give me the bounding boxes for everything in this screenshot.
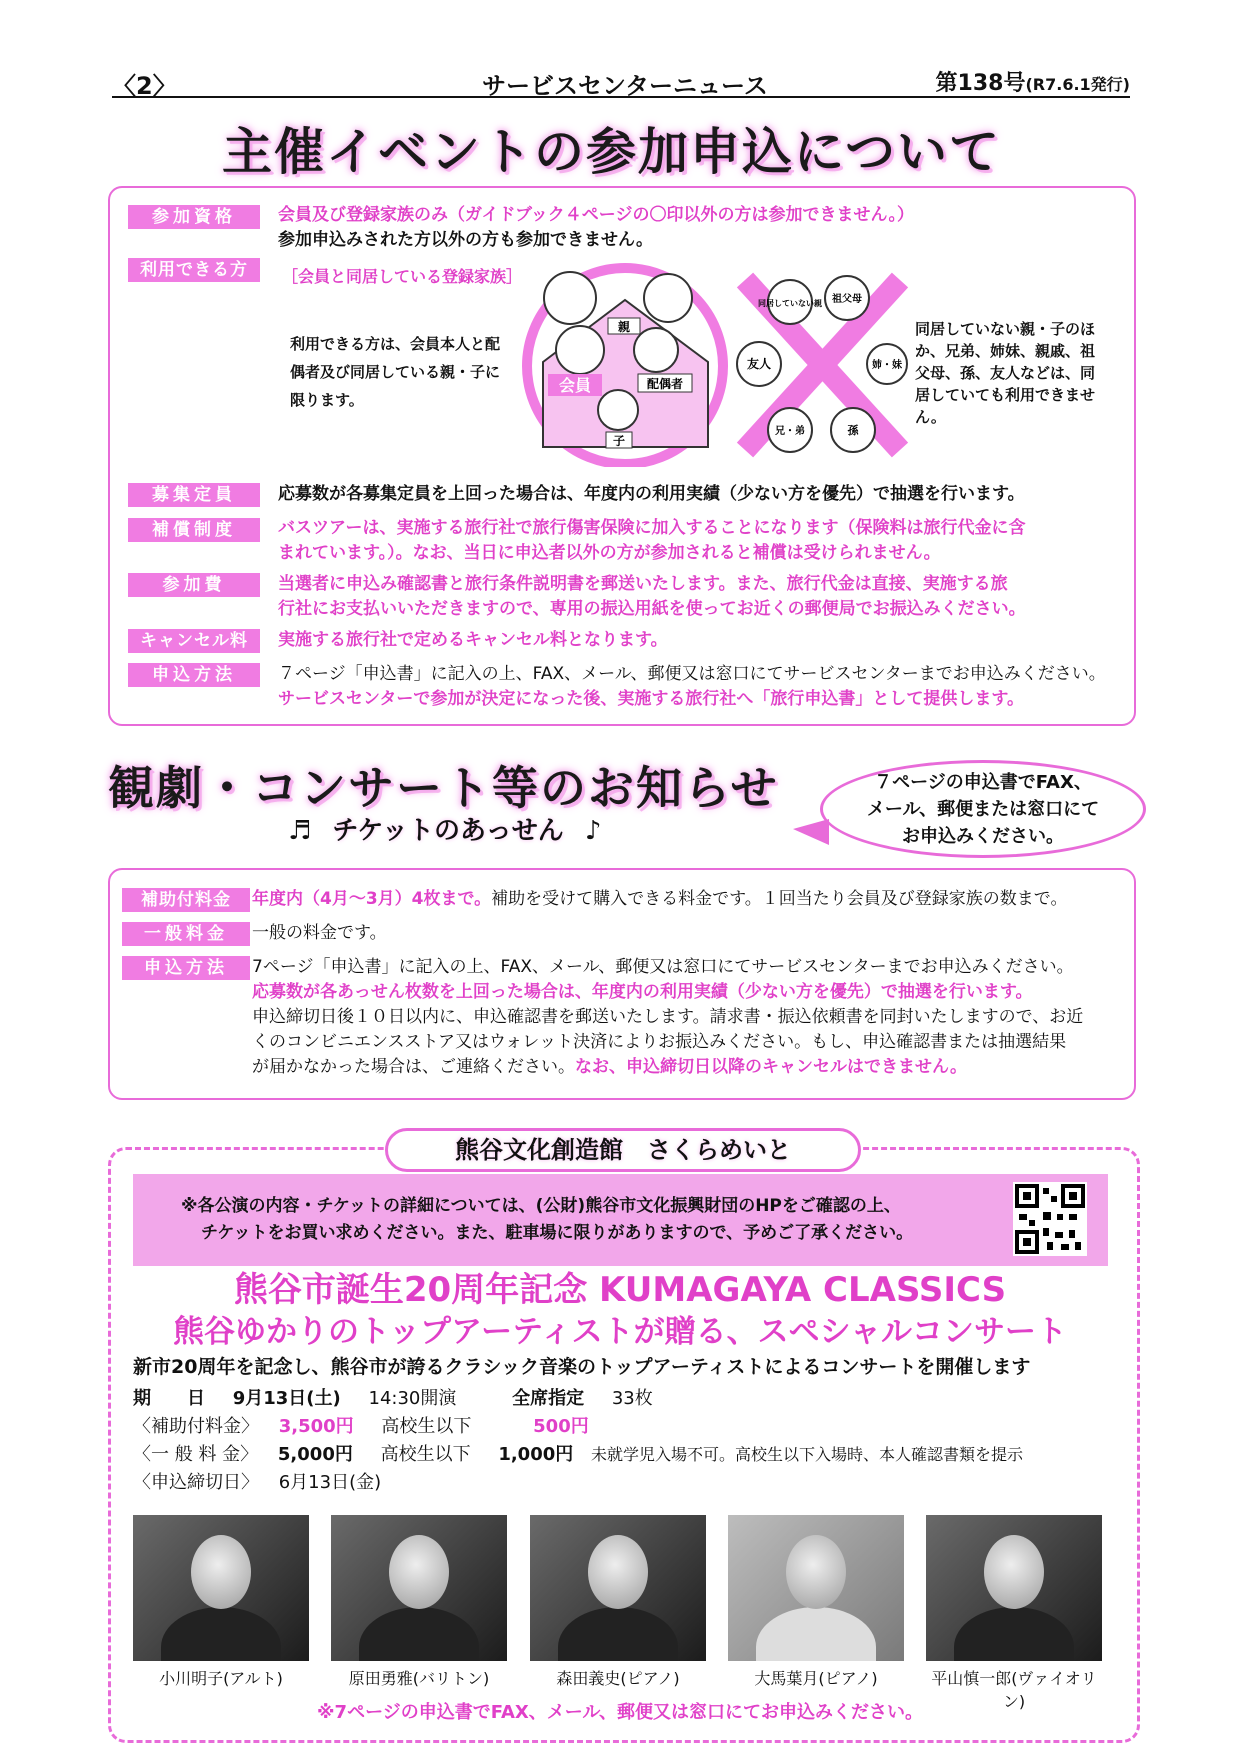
general-price-text: 一般の料金です。 <box>252 923 387 943</box>
svg-text:会員: 会員 <box>558 376 592 395</box>
label-subsidized-price: 補助付料金 <box>122 888 250 912</box>
venue-title: 熊谷文化創造館 さくらめいと <box>385 1128 861 1172</box>
child-face-icon <box>598 390 638 430</box>
ticket-apply-line3: 申込締切日後１０日以内に、申込確認書を郵送いたします。請求書・振込依頼書を同封いたしますので、お近 <box>252 1007 1084 1027</box>
event-date-row: 期 日 9月13日(土) 14:30開演 全席指定 33枚 <box>133 1388 653 1409</box>
svg-text:子: 子 <box>612 434 626 448</box>
performer-caption-2: 原田勇雅(バリトン) <box>348 1669 490 1688</box>
footer-note: ※7ページの申込書でFAX、メール、郵便又は窓口にてお申込みください。 <box>317 1702 923 1723</box>
newsletter-title: サービスセンターニュース <box>482 72 768 100</box>
page-number: 〈2〉 <box>112 72 177 100</box>
insurance-line1: バスツアーは、実施する旅行社で旅行傷害保険に加入することになります（保険料は旅行代金に含 <box>278 518 1026 538</box>
event-details <box>133 1385 1023 1497</box>
insurance-line2: まれています。）。なお、当日に申込者以外の方が参加されると補償は受けられません。 <box>278 543 941 563</box>
section-title-tickets: 観劇・コンサート等のお知らせ <box>108 761 779 815</box>
svg-text:友人: 友人 <box>746 357 772 371</box>
event-title-line2: 熊谷ゆかりのトップアーティストが贈る、スペシャルコンサート <box>172 1314 1068 1350</box>
label-cancel-fee: キャンセル料 <box>128 629 260 653</box>
label-fee: 参加費 <box>128 573 260 597</box>
ticket-apply-line5: が届かなかった場合は、ご連絡ください。なお、申込締切日以降のキャンセルはできません。 <box>252 1057 968 1077</box>
qr-code-icon[interactable] <box>1013 1182 1087 1256</box>
registered-family-subtitle: ［会員と同居している登録家族］ <box>282 267 523 286</box>
member-face-icon <box>556 326 604 374</box>
bubble-tail <box>793 819 829 845</box>
performer-photo-4 <box>728 1515 904 1661</box>
venue-notice: ※各公演の内容・チケットの詳細については、(公財)熊谷市文化振興財団のHPをご確認の上、 チケットをお買い求めください。また、駐車場に限りがありますので、予めご了承ください。 <box>133 1174 1108 1266</box>
fee-line1: 当選者に申込み確認書と旅行条件説明書を郵送いたします。また、旅行代金は直接、実施する旅 <box>278 574 1008 594</box>
who-can-use-text: 利用できる方は、会員本人と配偶者及び同居している親・子に限ります。 <box>290 335 501 409</box>
performer-caption-1: 小川明子(アルト) <box>159 1669 283 1688</box>
svg-text:姉・妹: 姉・妹 <box>872 360 902 371</box>
performer-photo-1 <box>133 1515 309 1661</box>
svg-text:兄・弟: 兄・弟 <box>775 426 805 437</box>
svg-text:配偶者: 配偶者 <box>646 377 684 391</box>
ticket-apply-line1: 7ページ「申込書」に記入の上、FAX、メール、郵便又は窓口にてサービスセンターまでお申込みください。 <box>252 957 1074 977</box>
deadline-row: 〈申込締切日〉 6月13日(金) <box>133 1472 382 1493</box>
eligibility-line1: 会員及び登録家族のみ（ガイドブック４ページの〇印以外の方は参加できません。） <box>278 205 914 225</box>
label-general-price: 一般料金 <box>122 922 250 946</box>
cancel-fee-text: 実施する旅行社で定めるキャンセル料となります。 <box>278 630 668 650</box>
event-title-line1: 熊谷市誕生20周年記念 KUMAGAYA CLASSICS <box>233 1270 1007 1310</box>
label-capacity: 募集定員 <box>128 483 260 507</box>
ticket-apply-line4: くのコンビニエンスストア又はウォレット決済によりお振込みください。もし、申込確認書または抽選結果 <box>252 1032 1067 1052</box>
issue-number: 第138号(R7.6.1発行) <box>935 71 1130 96</box>
performer-photo-3 <box>530 1515 706 1661</box>
spouse-face-icon <box>634 328 678 372</box>
svg-text:孫: 孫 <box>847 424 859 437</box>
label-who-can-use: 利用できる方 <box>128 258 260 282</box>
tickets-subtitle: ♬ チケットのあっせん ♪ <box>288 816 602 846</box>
performer-caption-5: 平山慎一郎(ヴァイオリン) <box>931 1669 1097 1711</box>
eligibility-line2: 参加申込みされた方以外の方も参加できません。 <box>278 230 654 250</box>
general-price-row: 〈一 般 料 金〉 5,000円 高校生以下 1,000円 未就学児入場不可。高校生以下入場時、本人確認書類を提示 <box>133 1444 1023 1465</box>
label-ticket-apply-method: 申込方法 <box>122 956 250 980</box>
label-insurance: 補償制度 <box>128 518 260 542</box>
fee-line2: 行社にお支払いいただきますので、専用の振込用紙を使ってお近くの郵便局でお振込みください。 <box>278 599 1026 619</box>
performer-caption-4: 大馬葉月(ピアノ) <box>754 1669 878 1688</box>
not-eligible-diagram <box>735 270 910 460</box>
capacity-text: 応募数が各募集定員を上回った場合は、年度内の利用実績（少ない方を優先）で抽選を行います。 <box>278 484 1025 504</box>
section-title-events: 主催イベントの参加申込について <box>222 123 1001 181</box>
label-apply-method: 申込方法 <box>128 663 260 687</box>
apply-speech-bubble: ７ページの申込書でFAX、 メール、郵便または窓口にて お申込みください。 <box>820 760 1146 858</box>
music-note-icon: ♬ <box>288 816 312 846</box>
subsidized-price-text: 年度内（4月～3月）4枚まで。補助を受けて購入できる料金です。１回当たり会員及び登録家族の数まで。 <box>252 889 1068 909</box>
subsidized-price-row: 〈補助付料金〉 3,500円 高校生以下 500円 <box>133 1416 589 1437</box>
performer-caption-3: 森田義史(ピアノ) <box>556 1669 680 1688</box>
family-diagram <box>518 262 733 467</box>
page-header <box>112 64 1130 98</box>
svg-text:親: 親 <box>617 320 631 334</box>
performer-photo-2 <box>331 1515 507 1661</box>
parent-face-icon <box>544 272 596 324</box>
ticket-apply-line2: 応募数が各あっせん枚数を上回った場合は、年度内の利用実績（少ない方を優先）で抽選を行います。 <box>252 982 1033 1002</box>
performer-photo-5 <box>926 1515 1102 1661</box>
music-note-icon: ♪ <box>584 816 602 846</box>
apply-method-line2: サービスセンターで参加が決定になった後、実施する旅行社へ「旅行申込書」として提供します。 <box>278 689 1024 709</box>
apply-method-line1: ７ページ「申込書」に記入の上、FAX、メール、郵便又は窓口にてサービスセンターまでお申込みください。 <box>278 664 1106 684</box>
not-eligible-text: 同居していない親・子のほか、兄弟、姉妹、親戚、祖父母、孫、友人などは、同居していても利用できません。 <box>915 320 1096 426</box>
svg-text:祖父母: 祖父母 <box>832 294 862 305</box>
svg-text:同居していない親: 同居していない親 <box>758 299 822 308</box>
event-lead: 新市20周年を記念し、熊谷市が誇るクラシック音楽のトップアーティストによるコンサートを開催します <box>133 1356 1031 1378</box>
label-eligibility: 参加資格 <box>128 205 260 229</box>
